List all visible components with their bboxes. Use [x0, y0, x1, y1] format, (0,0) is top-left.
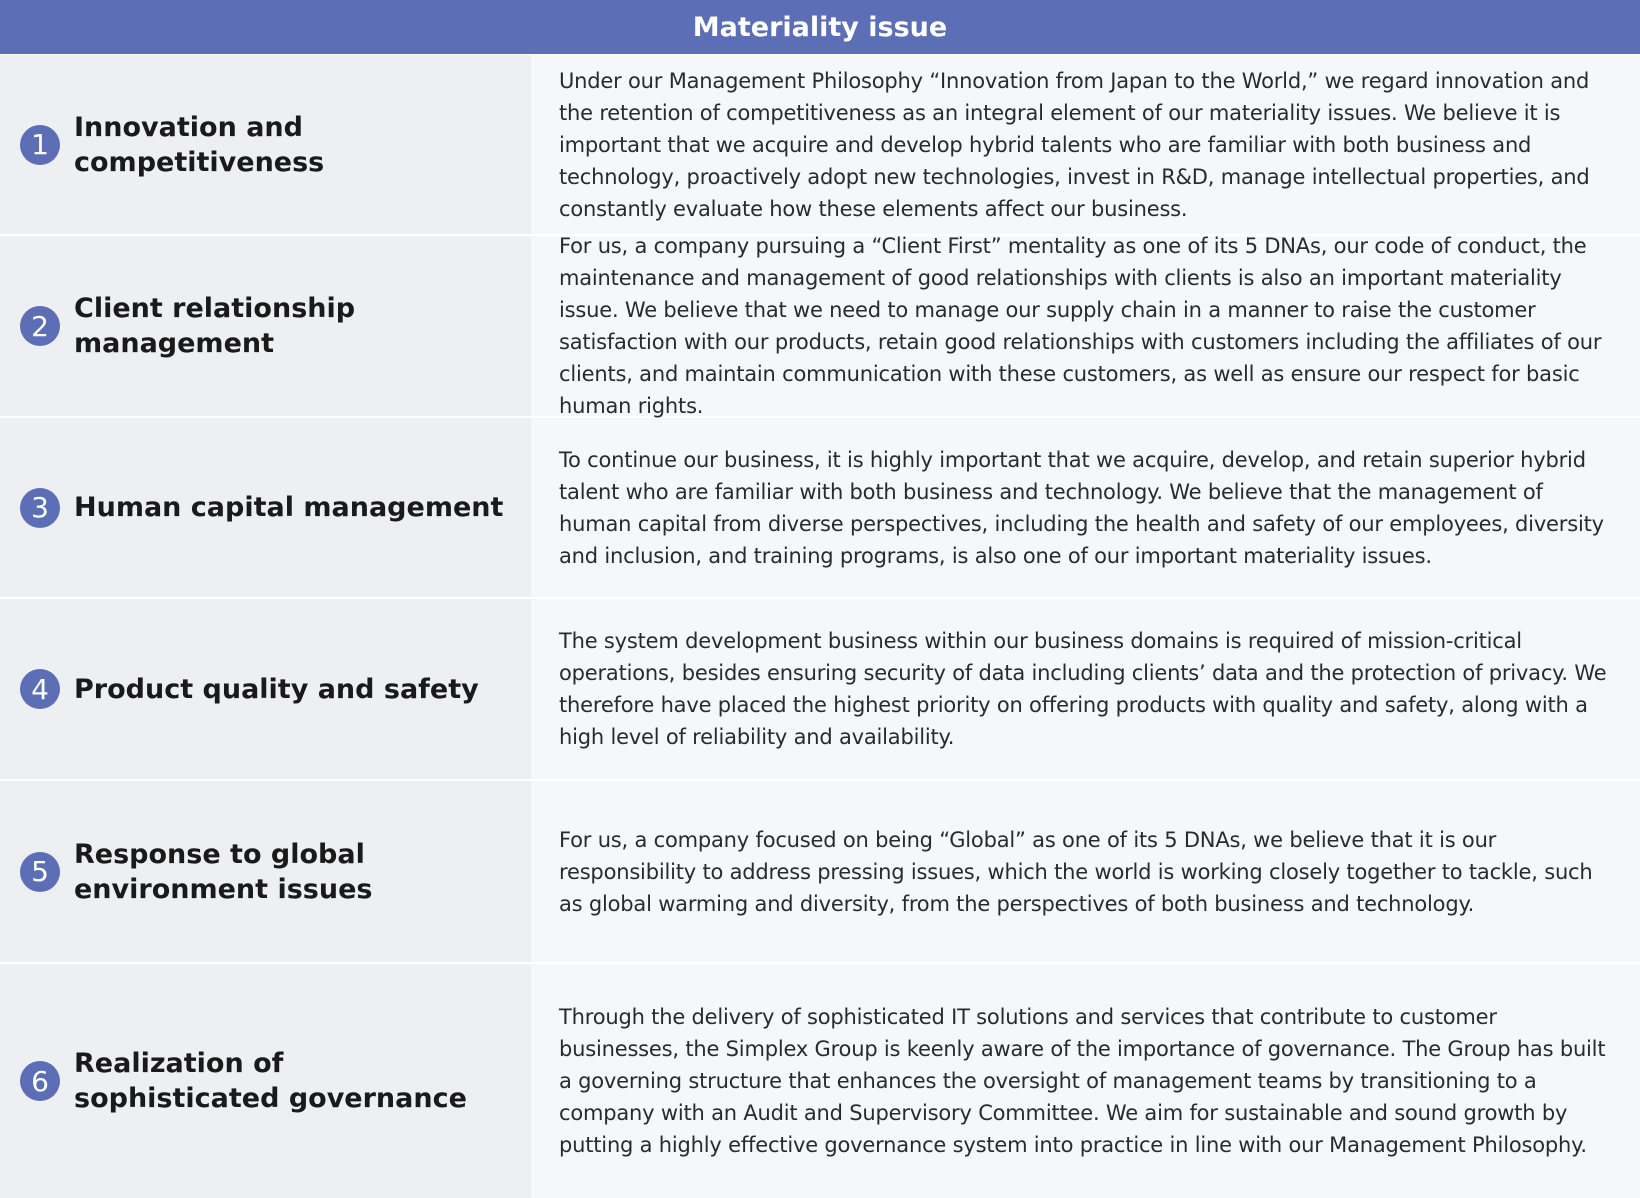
issue-description: Under our Management Philosophy “Innovation from Japan to the World,” we regard innovation and the retention of competitiveness as an integral element of our materiality issues. We believe it is important that we acquire and develop hybrid talents who are familiar with both business and technology, proactively adopt new technologies, invest in R&D, manage intellectual properties, and constantly evaluate how these elements affect our business.: [559, 68, 1590, 221]
issue-row-client-relationship: [0, 236, 1640, 416]
issue-number-badge: 6: [20, 1061, 60, 1101]
issue-row-innovation: [0, 55, 1640, 234]
issue-title: Realization of sophisticated governance: [74, 1048, 467, 1114]
issue-title-cell: [0, 55, 531, 234]
issue-row-governance: [0, 964, 1640, 1198]
issue-title-cell: [0, 964, 531, 1198]
issue-description-cell: [531, 964, 1640, 1198]
issue-title: Client relationship management: [74, 293, 356, 359]
issue-title-cell: [0, 599, 531, 779]
issue-description-cell: [531, 781, 1640, 962]
issue-description-cell: [531, 418, 1640, 597]
issue-title-cell: [0, 781, 531, 962]
issue-title: Human capital management: [74, 492, 504, 523]
issue-number-badge: 3: [20, 488, 60, 528]
issue-title-cell: [0, 236, 531, 416]
table-header: [0, 0, 1640, 54]
issue-row-human-capital: [0, 418, 1640, 597]
issue-description: For us, a company pursuing a “Client First” mentality as one of its 5 DNAs, our code of conduct, the maintenance and management of good relationships with clients is also an important materiality issue. We believe that we need to manage our supply chain in a manner to raise the customer satisfaction with our products, retain good relationships with customers including the affiliates of our clients, and maintain communication with these customers, as well as ensure our respect for basic human rights.: [559, 234, 1602, 418]
issue-title: Innovation and competitiveness: [74, 111, 325, 178]
issue-description-cell: [531, 55, 1640, 234]
issue-description-cell: [531, 599, 1640, 779]
issue-description: The system development business within our business domains is required of mission-critical operations, besides ensuring security of data including clients’ data and the protection of privacy. We therefore have placed the highest priority on offering products with quality and safety, along with a high level of reliability and availability.: [559, 629, 1607, 749]
issue-number-badge: 2: [20, 306, 60, 346]
header-title: Materiality issue: [692, 11, 948, 43]
issue-title-cell: [0, 418, 531, 597]
issue-description-cell: [531, 236, 1640, 416]
issue-number-badge: 5: [20, 852, 60, 892]
issue-row-product-quality: [0, 599, 1640, 779]
issue-title: Response to global environment issues: [74, 838, 373, 905]
issue-description: To continue our business, it is highly important that we acquire, develop, and retain superior hybrid talent who are familiar with both business and technology. We believe that the management of human capital from diverse perspectives, including the health and safety of our employees, diversity and inclusion, and training programs, is also one of our important materiality issues.: [559, 447, 1604, 568]
issue-title: Product quality and safety: [74, 673, 479, 705]
issue-description: For us, a company focused on being “Global” as one of its 5 DNAs, we believe that it is our responsibility to address pressing issues, which the world is working closely together to tackle, such as global warming and diversity, from the perspectives of both business and technology.: [559, 827, 1593, 916]
issue-number-badge: 4: [20, 669, 60, 709]
issue-row-global-environment: [0, 781, 1640, 962]
issue-description: Through the delivery of sophisticated IT solutions and services that contribute to customer businesses, the Simplex Group is keenly aware of the importance of governance. The Group has built a governing structure that enhances the oversight of management teams by transitioning to a company with an Audit and Supervisory Committee. We aim for sustainable and sound growth by putting a highly effective governance system into practice in line with our Management Philosophy.: [559, 1005, 1606, 1157]
issue-number-badge: 1: [20, 125, 60, 165]
